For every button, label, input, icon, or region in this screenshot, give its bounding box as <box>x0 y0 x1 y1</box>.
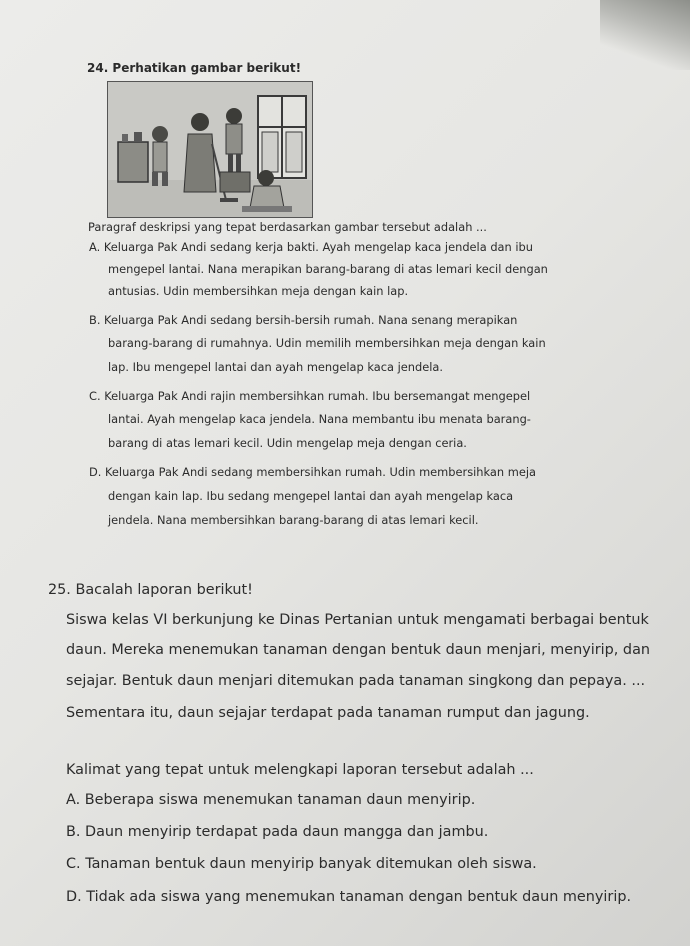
q24-option-c-line-2: lantai. Ayah mengelap kaca jendela. Nana membantu ibu menata barang- <box>108 412 531 426</box>
q25-option-d: D. Tidak ada siswa yang menemukan tanaman dengan bentuk daun menyirip. <box>66 889 632 905</box>
question-25-title: 25. Bacalah laporan berikut! <box>48 582 253 598</box>
q24-option-a-line-1: A. Keluarga Pak Andi sedang kerja bakti. Ayah mengelap kaca jendela dan ibu <box>89 240 533 254</box>
question-24-prompt: Paragraf deskripsi yang tepat berdasarkan gambar tersebut adalah ... <box>88 220 487 234</box>
q24-option-d-line-3: jendela. Nana membersihkan barang-barang di atas lemari kecil. <box>108 513 479 527</box>
page-corner-shadow <box>600 0 690 70</box>
q25-option-b: B. Daun menyirip terdapat pada daun mangga dan jambu. <box>66 824 489 840</box>
q24-option-b-line-3: lap. Ibu mengepel lantai dan ayah mengelap kaca jendela. <box>108 360 444 374</box>
question-24-title: 24. Perhatikan gambar berikut! <box>87 61 302 75</box>
q25-paragraph-line-3: sejajar. Bentuk daun menjari ditemukan pada tanaman singkong dan pepaya. ... <box>66 673 646 689</box>
q24-option-d-line-2: dengan kain lap. Ibu sedang mengepel lantai dan ayah mengelap kaca <box>108 489 514 503</box>
q24-option-c-line-3: barang di atas lemari kecil. Udin mengelap meja dengan ceria. <box>108 436 467 450</box>
q24-option-d-line-1: D. Keluarga Pak Andi sedang membersihkan rumah. Udin membersihkan meja <box>89 465 536 479</box>
q24-option-a-line-3: antusias. Udin membersihkan meja dengan kain lap. <box>108 284 409 298</box>
q25-option-a: A. Beberapa siswa menemukan tanaman daun menyirip. <box>66 792 476 808</box>
family-cleaning-illustration <box>107 81 313 218</box>
q24-option-b-line-2: barang-barang di rumahnya. Udin memilih membersihkan meja dengan kain <box>108 336 546 350</box>
q25-paragraph-line-2: daun. Mereka menemukan tanaman dengan bentuk daun menjari, menyirip, dan <box>66 642 651 658</box>
q24-option-a-line-2: mengepel lantai. Nana merapikan barang-barang di atas lemari kecil dengan <box>108 262 548 276</box>
question-25-prompt: Kalimat yang tepat untuk melengkapi laporan tersebut adalah ... <box>66 762 534 778</box>
q24-option-b-line-1: B. Keluarga Pak Andi sedang bersih-bersih rumah. Nana senang merapikan <box>89 313 518 327</box>
q25-paragraph-line-1: Siswa kelas VI berkunjung ke Dinas Pertanian untuk mengamati berbagai bentuk <box>66 612 649 628</box>
q25-paragraph-line-4: Sementara itu, daun sejajar terdapat pada tanaman rumput dan jagung. <box>66 705 590 721</box>
q24-option-c-line-1: C. Keluarga Pak Andi rajin membersihkan rumah. Ibu bersemangat mengepel <box>89 389 531 403</box>
q25-option-c: C. Tanaman bentuk daun menyirip banyak ditemukan oleh siswa. <box>66 856 537 872</box>
family-cleaning-picture <box>108 82 312 217</box>
